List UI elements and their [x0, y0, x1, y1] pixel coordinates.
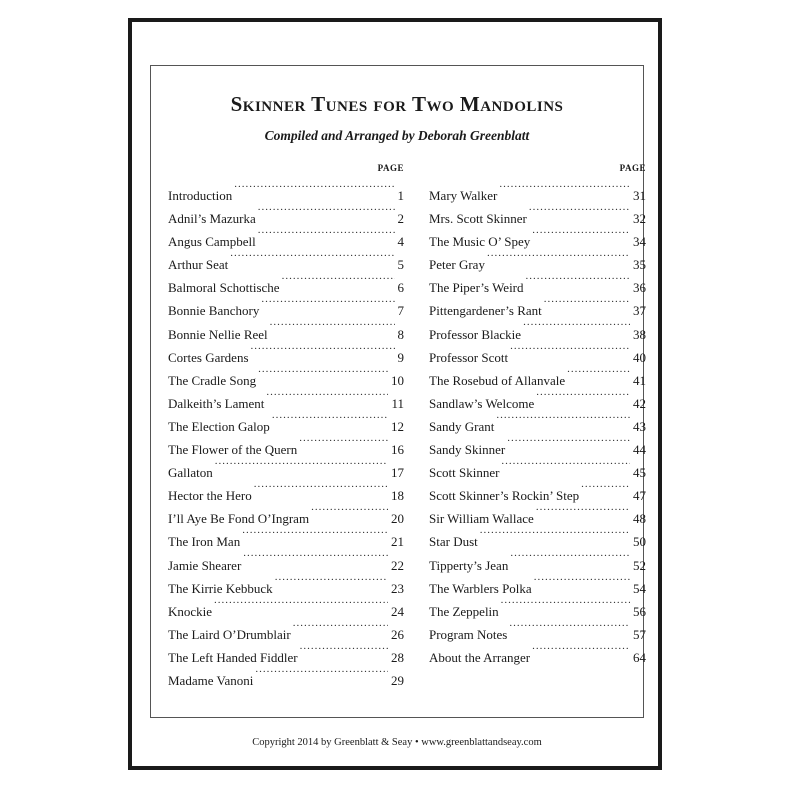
dot-leader — [258, 362, 388, 385]
dot-leader — [255, 662, 388, 685]
toc-entry-page: 57 — [633, 626, 646, 642]
toc-entry-page: 9 — [397, 349, 404, 365]
toc-entry-title: Mary Walker — [429, 188, 498, 203]
toc-entry-title: Program Notes — [429, 626, 508, 642]
dot-leader — [510, 339, 630, 362]
toc-entry-page: 18 — [391, 488, 404, 504]
toc-entry-title: Adnil’s Mazurka — [168, 211, 256, 227]
toc-entry-title: The Piper’s Weird — [429, 280, 524, 296]
dot-leader — [311, 500, 388, 523]
toc-entry-page: 56 — [633, 603, 646, 619]
toc-entry-page: 6 — [397, 280, 404, 296]
toc-entry-title: Star Dust — [429, 534, 478, 550]
toc-entry-page: 35 — [633, 257, 646, 273]
toc-entry-page: 45 — [633, 465, 646, 481]
toc-entry-page: 38 — [633, 326, 646, 342]
toc-entry-title: Jamie Shearer — [168, 557, 242, 573]
toc-entry-page: 23 — [391, 580, 404, 596]
toc-entry-page: 7 — [397, 303, 404, 319]
toc-column-right — [429, 160, 646, 665]
dot-leader — [266, 385, 388, 408]
toc-entry-title: Peter Gray — [429, 257, 485, 273]
dot-leader — [242, 523, 388, 546]
toc-entry-title: Arthur Seat — [168, 257, 229, 273]
dot-leader — [534, 570, 630, 593]
dot-leader — [496, 408, 630, 431]
dot-leader — [275, 570, 388, 593]
dot-leader — [510, 547, 630, 570]
toc-entry-title: The Warblers Polka — [429, 580, 532, 596]
toc-entry-page: 48 — [633, 511, 646, 527]
toc-entry-page: 2 — [397, 211, 404, 227]
toc-entry-page: 29 — [391, 672, 404, 688]
toc-entry-page: 16 — [391, 442, 404, 458]
toc-entry-title: Scott Skinner’s Rockin’ Step — [429, 488, 580, 504]
toc-entry-title: Sandy Skinner — [429, 442, 506, 458]
toc-entry-title: The Rosebud of Allanvale — [429, 372, 566, 388]
dot-leader — [215, 454, 388, 477]
dot-leader — [270, 316, 395, 339]
toc-entry-page: 10 — [391, 372, 404, 388]
book-subtitle: Compiled and Arranged by Deborah Greenblatt — [264, 128, 530, 143]
toc-entry-title: About the Arranger — [429, 649, 531, 665]
dot-leader — [258, 200, 395, 223]
toc-entry-page: 1 — [397, 188, 404, 203]
dot-leader — [501, 593, 630, 616]
dot-leader — [509, 616, 630, 639]
toc-entry-page: 42 — [633, 395, 646, 411]
toc-entry-page: 50 — [633, 534, 646, 550]
toc-entry-title: Sir William Wallace — [429, 511, 534, 527]
toc-entry-page: 4 — [397, 234, 404, 250]
dot-leader — [536, 385, 630, 408]
toc-entry-title: The Music O’ Spey — [429, 234, 531, 250]
toc-entry-page: 37 — [633, 303, 646, 319]
toc-list-right — [429, 177, 646, 665]
toc-entry-page: 64 — [633, 649, 646, 665]
toc-entry-title: Mrs. Scott Skinner — [429, 211, 527, 227]
toc-entry-title: Angus Campbell — [168, 234, 256, 250]
toc-column-left — [168, 160, 404, 688]
toc-entry-title: Dalkeith’s Lament — [168, 395, 265, 411]
toc-entry-title: Scott Skinner — [429, 465, 500, 481]
toc-entry-title: Sandy Grant — [429, 418, 495, 434]
toc-entry-title: Bonnie Nellie Reel — [168, 326, 268, 342]
toc-entry-title: Sandlaw’s Welcome — [429, 395, 535, 411]
toc-entry-title: Pittengardener’s Rant — [429, 303, 542, 319]
dot-leader — [272, 408, 388, 431]
toc-entry-page: 8 — [397, 326, 404, 342]
dot-leader — [532, 639, 630, 662]
toc-entry-page: 36 — [633, 280, 646, 296]
toc-entry-title: Professor Blackie — [429, 326, 522, 342]
toc-entry-title: Gallaton — [168, 465, 213, 481]
toc-entry-title: The Kirrie Kebbuck — [168, 580, 273, 596]
dot-leader — [487, 246, 630, 269]
dot-leader — [282, 269, 395, 292]
toc-entry-page: 11 — [391, 395, 404, 411]
dot-leader — [536, 500, 630, 523]
toc-entry-title: I’ll Aye Be Fond O’Ingram — [168, 511, 310, 527]
dot-leader — [258, 223, 395, 246]
dot-leader — [299, 431, 388, 454]
dot-leader — [529, 200, 630, 223]
toc-entry-page: 22 — [391, 557, 404, 573]
dot-leader — [300, 639, 388, 662]
toc-entry-page: 21 — [391, 534, 404, 550]
toc-entry-title: The Iron Man — [168, 534, 241, 550]
copyright-footer: Copyright 2014 by Greenblatt & Seay • www.greenblattandseay.com — [252, 737, 542, 748]
toc-entry-page: 24 — [391, 603, 404, 619]
page-column-header: PAGE — [619, 163, 646, 173]
toc-entry-title: The Flower of the Quern — [168, 442, 298, 458]
toc-entry-title: Tipperty’s Jean — [429, 557, 509, 573]
dot-leader — [480, 523, 630, 546]
dot-leader — [507, 431, 630, 454]
dot-leader — [523, 316, 630, 339]
toc-entry-page: 17 — [391, 465, 404, 481]
dot-leader — [499, 177, 630, 200]
toc-entry-page: 44 — [633, 442, 646, 458]
dot-leader — [261, 292, 394, 315]
toc-entry-page: 26 — [391, 626, 404, 642]
toc-entry-title: Cortes Gardens — [168, 349, 249, 365]
toc-entry-title: The Election Galop — [168, 418, 270, 434]
dot-leader — [214, 593, 388, 616]
page-column-header: PAGE — [377, 163, 404, 173]
toc-entry-page: 52 — [633, 557, 646, 573]
toc-entry-page: 32 — [633, 211, 646, 227]
toc-entry-page: 34 — [633, 234, 646, 250]
dot-leader — [567, 362, 630, 385]
toc-entry-title: The Cradle Song — [168, 372, 257, 388]
toc-entry-title: Balmoral Schottische — [168, 280, 280, 296]
toc-entry-title: The Left Handed Fiddler — [168, 649, 298, 665]
toc-entry — [429, 177, 646, 203]
toc-entry-title: Bonnie Banchory — [168, 303, 260, 319]
toc-entry-title: The Laird O’Drumblair — [168, 626, 291, 642]
dot-leader — [243, 547, 388, 570]
dot-leader — [526, 269, 630, 292]
toc-entry-page: 5 — [397, 257, 404, 273]
toc-entry-title: Hector the Hero — [168, 488, 252, 504]
dot-leader — [230, 246, 394, 269]
book-title: Skinner Tunes for Two Mandolins — [230, 92, 564, 116]
toc-entry-page: 40 — [633, 349, 646, 365]
toc-entry-page: 47 — [633, 488, 646, 504]
dot-leader — [544, 292, 630, 315]
toc-entry-page: 28 — [391, 649, 404, 665]
toc-list-left — [168, 177, 404, 688]
dot-leader — [293, 616, 388, 639]
dot-leader — [254, 477, 388, 500]
toc-entry-page: 20 — [391, 511, 404, 527]
toc-entry-page: 41 — [633, 372, 646, 388]
toc-entry-title: Knockie — [168, 603, 213, 619]
toc-entry-title: The Zeppelin — [429, 603, 499, 619]
dot-leader — [251, 339, 395, 362]
dot-leader — [581, 477, 630, 500]
toc-entry-page: 12 — [391, 418, 404, 434]
toc-entry-page: 54 — [633, 580, 646, 596]
toc-entry-page: 43 — [633, 418, 646, 434]
toc-entry-title: Madame Vanoni — [168, 672, 254, 688]
toc-entry-page: 31 — [633, 188, 646, 203]
dot-leader — [501, 454, 630, 477]
dot-leader — [532, 223, 630, 246]
toc-entry — [168, 177, 404, 203]
dot-leader — [234, 177, 394, 200]
toc-entry-title: Introduction — [168, 188, 233, 203]
toc-entry-title: Professor Scott — [429, 349, 509, 365]
